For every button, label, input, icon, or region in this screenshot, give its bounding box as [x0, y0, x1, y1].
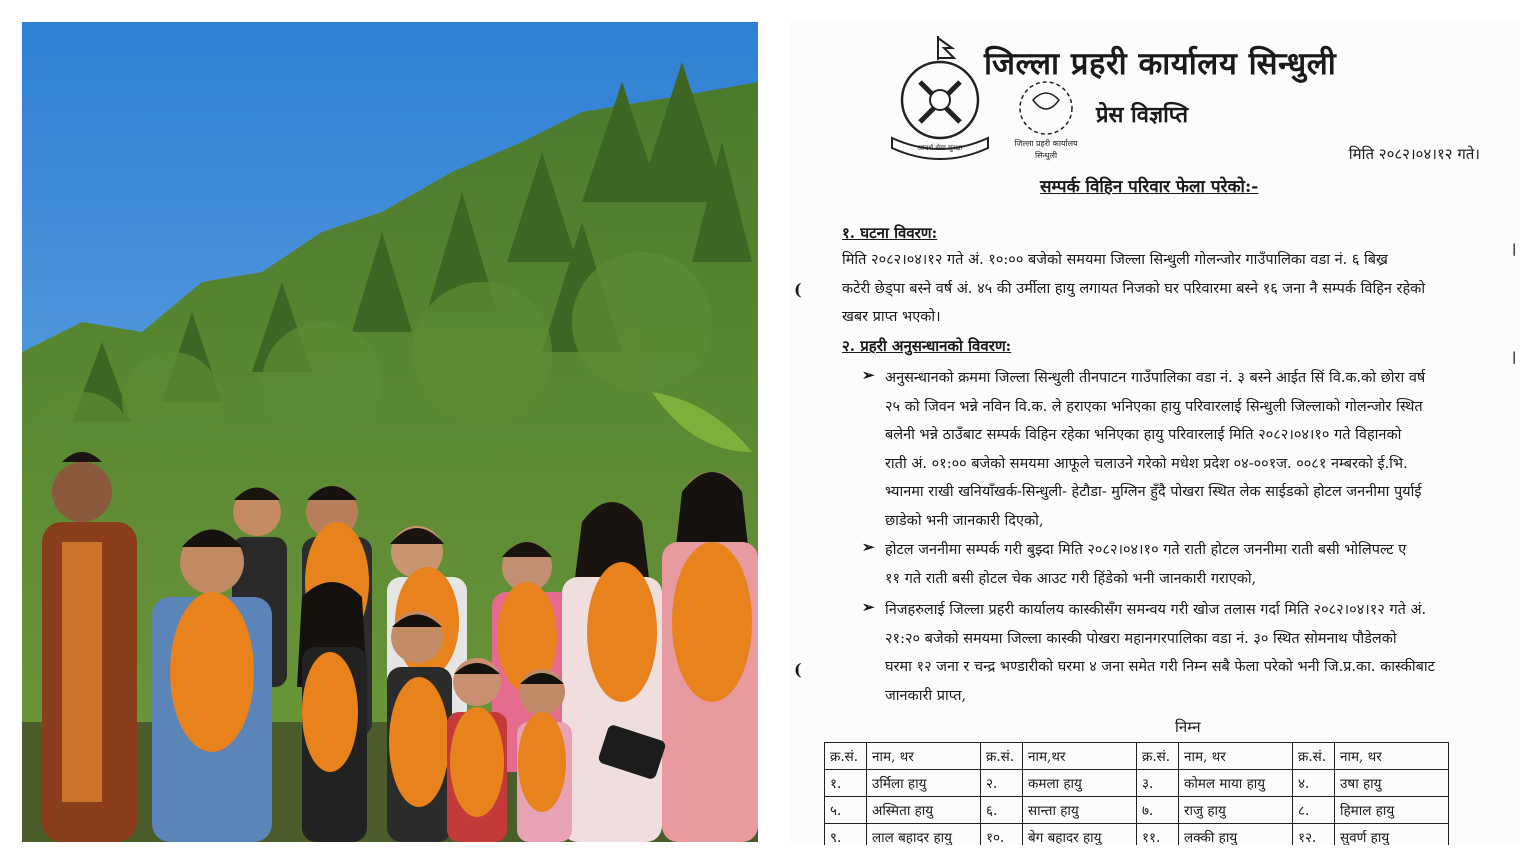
table-cell: ९.: [825, 824, 867, 846]
paragraph-line: कटेरी छेड्पा बस्ने वर्ष अं. ४५ की उर्मीला हायु लगायत निजको घर परिवारमा बस्ने १६ जना नै सम्पर्क विहिन रहेको: [842, 280, 1426, 297]
header-cell: क्र.सं.: [1293, 743, 1335, 770]
family-photo: [22, 22, 758, 842]
incident-paragraph: [842, 246, 1425, 332]
arrow-bullet-icon: ➢: [862, 366, 875, 384]
table-cell: २.: [981, 770, 1023, 797]
margin-mark: |: [1512, 242, 1517, 256]
paragraph-line: बलेनी भन्ने ठाउँबाट सम्पर्क विहिन रहेका भनिएका हायु परिवारलाई मिति २०८२।०४।१० गते विहानको: [885, 427, 1402, 443]
header-cell: नाम, थर: [1179, 743, 1293, 770]
table-header-row: [825, 743, 1449, 770]
paragraph-line: जानकारी प्राप्त,: [885, 687, 967, 704]
paragraph-line: घरमा १२ जना र चन्द्र भण्डारीको घरमा ४ जना समेत गरी निम्न सबै फेला परेको भनी जि.प्र.का. कास्कीबाट: [885, 659, 1435, 675]
table-cell: लक्की हायु: [1179, 824, 1293, 846]
date-line: मिति २०८२।०४।१२ गते।: [1348, 145, 1480, 163]
investigation-bullet-1: [885, 364, 1425, 535]
arrow-bullet-icon: ➢: [862, 598, 875, 616]
table-cell: सान्ता हायु: [1023, 797, 1137, 824]
paragraph-line: अनुसन्धानको क्रममा जिल्ला सिन्धुली तीनपाटन गाउँपालिका वडा नं. ३ बस्ने आईत सिं वि.क.को छोरा वर्ष: [885, 370, 1426, 386]
press-release-document: [790, 20, 1520, 845]
table-cell: सुवर्ण हायु: [1335, 824, 1449, 846]
svg-text:सिन्धुली: सिन्धुली: [1034, 151, 1058, 160]
paragraph-line: २१:२० बजेको समयमा जिल्ला कास्की पोखरा महानगरपालिका वडा नं. ३० स्थित सोमनाथ पौडेलको: [885, 630, 1397, 647]
table-cell: ११.: [1137, 824, 1179, 846]
paragraph-line: छाडेको भनी जानकारी दिएको,: [885, 512, 1044, 529]
table-cell: कोमल माया हायु: [1179, 770, 1293, 797]
margin-mark: (: [794, 660, 802, 679]
table-cell: लाल बहादर हायु: [867, 824, 981, 846]
svg-text:आदर्श सेवा सुरक्षा: आदर्श सेवा सुरक्षा: [917, 144, 963, 152]
paragraph-line: राती अं. ०१:०० बजेको समयमा आफूले चलाउने गरेको मधेश प्रदेश ०४-००१ज. ००८१ नम्बरको ई.भि.: [885, 455, 1408, 472]
table-cell: ६.: [981, 797, 1023, 824]
paragraph-line: मिति २०८२।०४।१२ गते अं. १०:०० बजेको समयमा जिल्ला सिन्धुली गोलन्जोर गाउँपालिका वडा नं. ६ बिख्र: [842, 252, 1388, 268]
paragraph-line: निजहरुलाई जिल्ला प्रहरी कार्यालय कास्कीसँग समन्वय गरी खोज तलास गर्दा मिति २०८२।०४।१२ गते अं.: [885, 602, 1427, 618]
table-cell: उषा हायु: [1335, 770, 1449, 797]
table-cell: ४.: [1293, 770, 1335, 797]
table-cell: ८.: [1293, 797, 1335, 824]
paragraph-line: ११ गते राती बसी होटल चेक आउट गरी हिंडेको भनी जानकारी गराएको,: [885, 570, 1257, 587]
family-photo-illustration: [22, 22, 758, 842]
table-cell: १२.: [1293, 824, 1335, 846]
table-cell: अस्मिता हायु: [867, 797, 981, 824]
paragraph-line: भ्यानमा राखी खनियाँखर्क-सिन्धुली- हेटौडा- मुग्लिन हुँदै पोखरा स्थित लेक साईडको होटल जननीमा पुर्याई: [885, 484, 1422, 500]
paragraph-line: खबर प्राप्त भएको।: [842, 309, 941, 325]
subject-heading: सम्पर्क विहिन परिवार फेला परेको:-: [1040, 177, 1259, 197]
section-1-heading: १. घटना विवरण:: [842, 224, 938, 242]
table-cell: बेग बहादर हायु: [1023, 824, 1137, 846]
arrow-bullet-icon: ➢: [862, 538, 875, 556]
header-cell: क्र.सं.: [825, 743, 867, 770]
table-cell: राजु हायु: [1179, 797, 1293, 824]
table-caption: निम्न: [1175, 718, 1201, 736]
margin-mark: |: [1512, 350, 1517, 364]
header-cell: नाम,थर: [1023, 743, 1137, 770]
table-row: [825, 824, 1449, 846]
investigation-bullet-3: [885, 596, 1435, 710]
table-cell: १०.: [981, 824, 1023, 846]
paragraph-line: २५ को जिवन भन्ने नविन वि.क. ले हराएका भनिएका हायु परिवारलाई सिन्धुली जिल्लाको गोलन्जोर स्थित: [885, 398, 1423, 415]
office-title: जिल्ला प्रहरी कार्यालय सिन्धुली: [984, 46, 1337, 82]
table-cell: ५.: [825, 797, 867, 824]
table-row: [825, 797, 1449, 824]
margin-mark: (: [794, 280, 802, 299]
table-row: [825, 770, 1449, 797]
section-2-heading: २. प्रहरी अनुसन्धानको विवरण:: [842, 337, 1012, 355]
table-cell: उर्मिला हायु: [867, 770, 981, 797]
paragraph-line: होटल जननीमा सम्पर्क गरी बुझ्दा मिति २०८२।०४।१० गते राती होटल जननीमा राती बसी भोलिपल्ट ए: [885, 542, 1407, 558]
table-cell: ७.: [1137, 797, 1179, 824]
table-cell: ३.: [1137, 770, 1179, 797]
table-cell: हिमाल हायु: [1335, 797, 1449, 824]
header-cell: क्र.सं.: [981, 743, 1023, 770]
svg-text:जिल्ला प्रहरी कार्यालय: जिल्ला प्रहरी कार्यालय: [1014, 139, 1078, 148]
press-release-title: प्रेस विज्ञप्ति: [1096, 102, 1189, 128]
table-cell: कमला हायु: [1023, 770, 1137, 797]
header-cell: नाम, थर: [1335, 743, 1449, 770]
header-cell: नाम, थर: [867, 743, 981, 770]
investigation-bullet-2: [885, 536, 1406, 593]
table-cell: १.: [825, 770, 867, 797]
header-cell: क्र.सं.: [1137, 743, 1179, 770]
found-persons-table: [824, 742, 1449, 845]
